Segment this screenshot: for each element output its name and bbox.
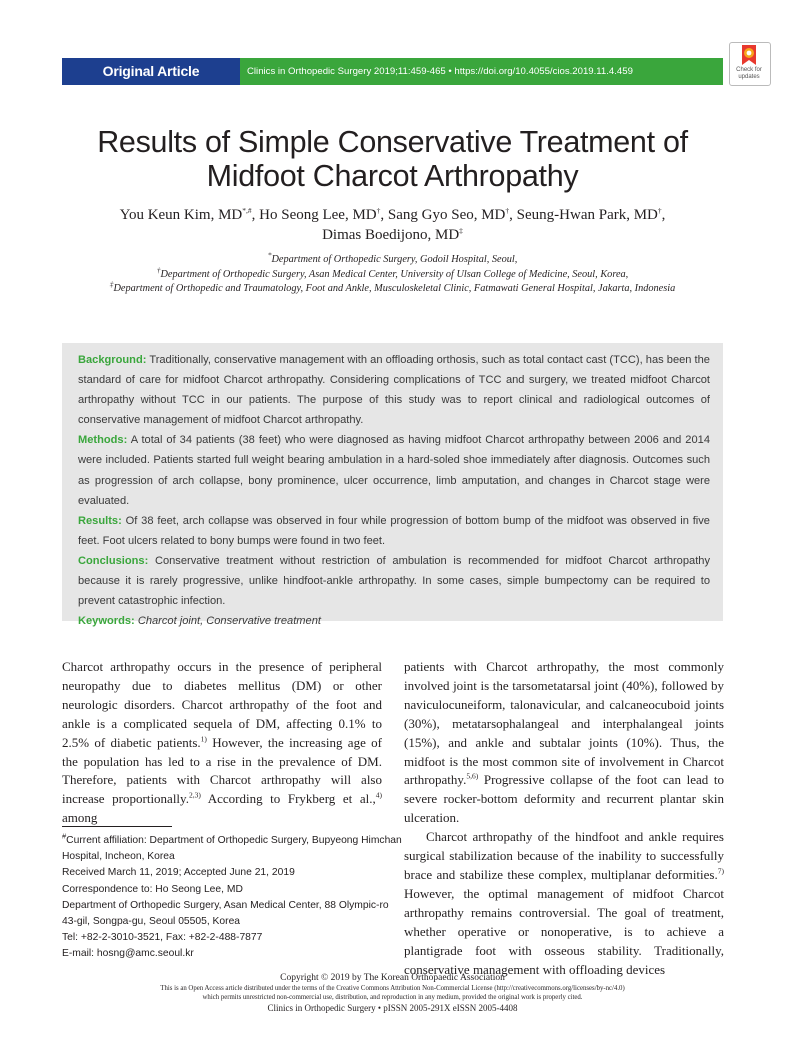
tel-fax: Tel: +82-2-3010-3521, Fax: +82-2-488-7877	[62, 932, 263, 944]
title-line-1: Results of Simple Conservative Treatment of	[97, 125, 688, 159]
author-name: , Ho Seong Lee, MD	[251, 207, 377, 223]
badge-text-line-1: Check for	[736, 67, 762, 73]
body-text: among	[62, 810, 98, 826]
footnotes	[62, 831, 402, 963]
body-text: However, the optimal management of midfoot Charcot arthropathy remains controversial. The goal of treatment, whether operative or nonoperative, is to achieve a plantigrade foot with osseous stability. Traditionally, conservative management with offloading devices	[404, 885, 724, 977]
abstract-methods-text: A total of 34 patients (38 feet) who were diagnosed as having midfoot Charcot arthropathy between 2006 and 2014 were included. Patients started full weight bearing ambulation in a hard-soled shoe immediately after diagnosis. Outcomes such as progression of arch collapse, bony prominence, ulcer occurrence, limb amputation, and changes in Charcot stage were evaluated.	[78, 434, 710, 507]
body-text: Charcot arthropathy occurs in the presence of peripheral neuropathy due to diabetes mellitus (DM) or other neurologic disorders. Charcot arthropathy of the foot and ankle is a complicated sequela of DM, affecting 0.1% to 2.5% of diabetic patients.	[62, 659, 382, 750]
abstract-conclusions-text: Conservative treatment without restriction of ambulation is recommended for midfoot Charcot arthropathy because it is rarely progressive, unlike hindfoot-ankle arthropathy. In some cases, simple bumpectomy can be required to prevent catastrophic infection.	[78, 554, 710, 608]
affiliation-1	[30, 250, 755, 268]
correspondence: Correspondence to: Ho Seong Lee, MD	[62, 883, 243, 895]
body-column-right	[404, 658, 724, 979]
footnote-text: Current affiliation: Department of Orthopedic Surgery, Bupyeong Himchan	[66, 835, 402, 846]
abstract-background-text: Traditionally, conservative management with an offloading orthosis, such as total contact cast (TCC), has been the standard of care for midfoot Charcot arthropathy. Considering complications of TCC and surgery, we treated midfoot Charcot arthropathy without TCC in our patients. The purpose of this study was to report clinical and radiological outcomes of conservative management of midfoot Charcot arthropathy.	[78, 354, 710, 427]
affiliation-3	[30, 279, 755, 297]
footnote-affiliation-line-1	[62, 831, 402, 849]
body-text: According to Frykberg et al.,	[200, 791, 376, 807]
author-list	[40, 205, 745, 245]
title-line-2: Midfoot Charcot Arthropathy	[206, 159, 579, 193]
citation-ref[interactable]: 4)	[375, 791, 382, 801]
author-separator: ,	[661, 207, 666, 223]
badge-text-line-2: updates	[738, 74, 760, 80]
keywords-label: Keywords:	[78, 615, 135, 628]
abstract-results-text: Of 38 feet, arch collapse was observed in four while progression of bottom bump of the midfoot was observed in five feet. Foot ulcers related to bony bumps were found in two feet.	[78, 514, 710, 547]
abstract-methods-label: Methods:	[78, 434, 128, 447]
copyright: Copyright © 2019 by The Korean Orthopaedic Association	[280, 973, 505, 983]
body-paragraph	[404, 828, 724, 979]
author-mark: *,#	[242, 206, 252, 215]
issn: Clinics in Orthopedic Surgery • pISSN 2005-291X eISSN 2005-4408	[267, 1003, 518, 1013]
footnote-mark: #	[62, 831, 67, 841]
article-title	[40, 125, 745, 193]
bookmark-icon	[740, 45, 758, 65]
section-label: Original Article	[102, 63, 200, 79]
affiliations	[30, 250, 755, 297]
abstract-background-label: Background:	[78, 354, 147, 366]
body-text: Charcot arthropathy of the hindfoot and ankle requires surgical stabilization because of the inability to successfully brace and stabilize these complex, multiplanar deformities.	[404, 829, 724, 882]
address-line-2: 43-gil, Songpa-gu, Seoul 05505, Korea	[62, 916, 241, 928]
keywords-text: Charcot joint, Conservative treatment	[137, 615, 321, 628]
affiliation-mark: ‡	[109, 279, 114, 289]
journal-citation[interactable]: Clinics in Orthopedic Surgery 2019;11:459-465 • https://doi.org/10.4055/cios.2019.11.4.459	[247, 66, 633, 77]
body-paragraph	[62, 658, 382, 828]
author-name: , Seung-Hwan Park, MD	[509, 207, 658, 223]
abstract-conclusions	[78, 551, 710, 611]
abstract-methods	[78, 430, 710, 510]
body-paragraph	[404, 658, 724, 828]
affiliation-text: Department of Orthopedic Surgery, Asan Medical Center, University of Ulsan College of Medicine, Seoul, Korea,	[160, 268, 629, 280]
citation-ref[interactable]: 7)	[717, 866, 724, 876]
citation-ref[interactable]: 5,6)	[466, 772, 479, 782]
author-name: Dimas Boedijono, MD	[322, 227, 460, 243]
affiliation-2	[30, 265, 755, 283]
page-footer	[40, 972, 745, 1014]
author-mark: †	[376, 206, 381, 215]
email[interactable]: E-mail: hosng@amc.seoul.kr	[62, 948, 194, 960]
abstract-results-label: Results:	[78, 514, 122, 527]
badge-text	[729, 67, 769, 81]
author-mark: ‡	[459, 226, 463, 235]
abstract-background	[78, 350, 710, 430]
footnote-affiliation-line-2: Hospital, Incheon, Korea	[62, 851, 175, 863]
body-text: Progressive collapse of the foot can lead to severe rocker-bottom deformity and recurrent plantar skin ulceration.	[404, 772, 724, 826]
affiliation-mark: †	[156, 265, 161, 275]
citation-ref[interactable]: 2,3)	[188, 791, 201, 801]
affiliation-text: Department of Orthopedic Surgery, Godoil Hospital, Seoul,	[271, 254, 518, 265]
affiliation-text: Department of Orthopedic and Traumatology, Foot and Ankle, Musculoskeletal Clinic, Fatmawati General Hospital, Jakarta, Indonesia	[113, 283, 676, 294]
author-line-2	[40, 225, 745, 245]
body-column-left	[62, 658, 382, 828]
license-line-2: which permits unrestricted non-commercial use, distribution, and reproduction in any medium, provided the original work is properly cited.	[202, 994, 583, 1001]
license-line-1[interactable]: This is an Open Access article distributed under the terms of the Creative Commons Attribution Non-Commercial License (http://creativecommons.org/licenses/by-nc/4.0)	[160, 985, 625, 992]
author-name: , Sang Gyo Seo, MD	[380, 207, 506, 223]
affiliation-mark: *	[267, 250, 272, 260]
address-line-1: Department of Orthopedic Surgery, Asan Medical Center, 88 Olympic-ro	[62, 899, 389, 911]
author-mark: †	[657, 206, 662, 215]
author-line-1	[40, 205, 745, 225]
author-name: You Keun Kim, MD	[119, 207, 243, 223]
footnote-rule	[62, 826, 172, 827]
citation-ref[interactable]: 1)	[200, 734, 207, 744]
body-text: However, the increasing age of the population has led to a rise in the prevalence of DM. Therefore, patients with Charcot arthropathy will also increase proportionally.	[62, 734, 382, 807]
received-dates: Received March 11, 2019; Accepted June 21, 2019	[62, 867, 295, 879]
abstract-keywords	[78, 611, 710, 631]
abstract-results	[78, 511, 710, 551]
abstract-text	[78, 350, 710, 631]
abstract-conclusions-label: Conclusions:	[78, 554, 149, 567]
author-mark: †	[505, 206, 510, 215]
body-text: patients with Charcot arthropathy, the most commonly involved joint is the tarsometatarsal joint (40%), followed by naviculocuneiform, talonavicular, and calcaneocuboid joints (30%), metatarsophalangeal and interphalangeal joints (15%), and ankle and subtalar joints (10%). Thus, the midfoot is the most common site of involvement in Charcot arthropathy.	[404, 659, 724, 788]
